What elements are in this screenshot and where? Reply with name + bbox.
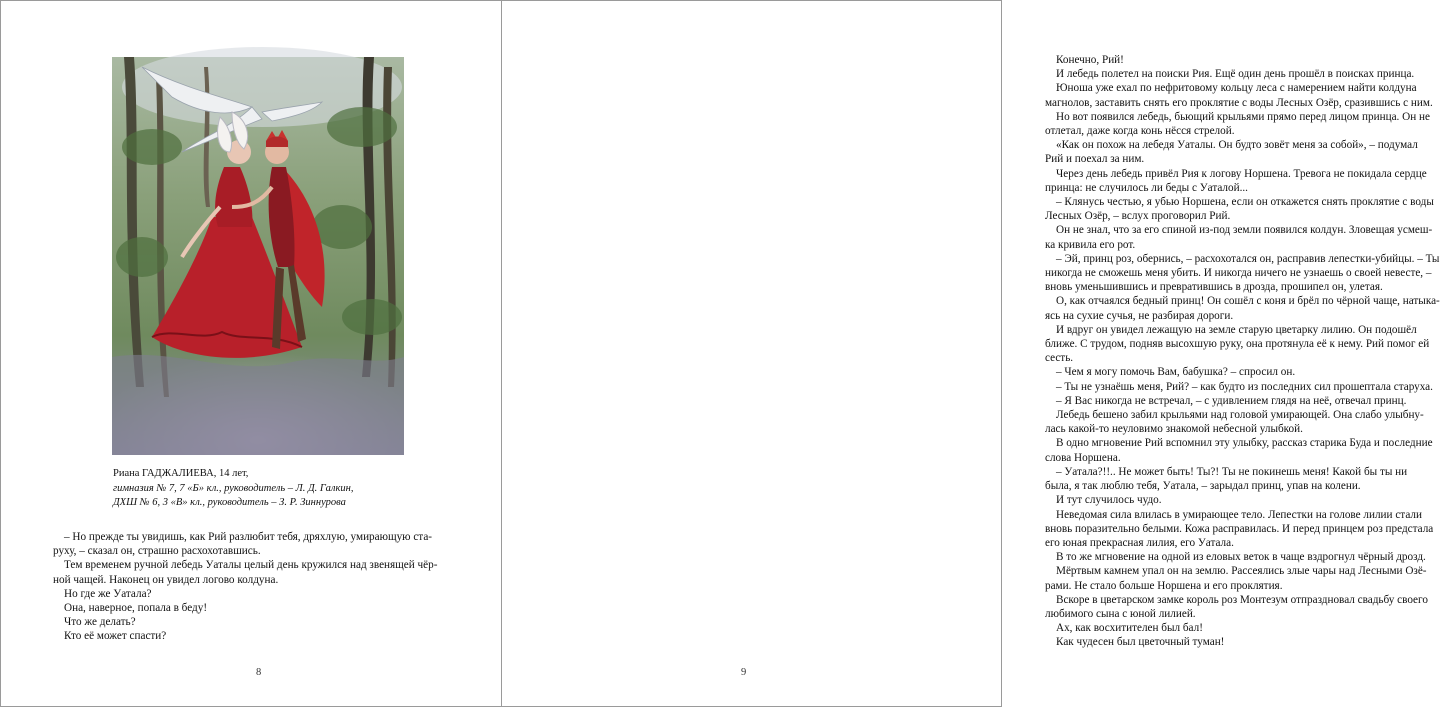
text-line: Но вот появился лебедь, бьющий крыльями прямо перед лицом принца. Он не bbox=[1056, 110, 1430, 123]
right-page bbox=[501, 0, 1440, 707]
text-line: Кто её может спасти? bbox=[64, 630, 167, 643]
caption-school-line: гимназия № 7, 7 «Б» кл., руководитель – Л. Д. Галкин, bbox=[113, 482, 354, 494]
text-line: – Я Вас никогда не встречал, – с удивлением глядя на неё, отвечал принц. bbox=[1056, 394, 1407, 407]
text-line: руху, – сказал он, страшно расхохотавшись. bbox=[53, 545, 261, 558]
text-line: ной чащей. Наконец он увидел логово колдуна. bbox=[53, 573, 279, 586]
text-line: была, я так люблю тебя, Уатала, – зарыдал принц, упав на колени. bbox=[1045, 480, 1361, 493]
text-line: – Клянусь честью, я убью Норшена, если он откажется снять проклятие с воды bbox=[1056, 196, 1434, 209]
text-line: В одно мгновение Рий вспомнил эту улыбку, рассказ старика Буда и последние bbox=[1056, 437, 1433, 450]
text-line: Как чудесен был цветочный туман! bbox=[1056, 636, 1225, 649]
illustration-painting bbox=[112, 57, 404, 455]
text-line: Рий и поехал за ним. bbox=[1045, 153, 1145, 166]
page-number: 8 bbox=[256, 667, 262, 678]
text-line: Что же делать? bbox=[64, 616, 136, 629]
text-line: рами. Не стало больше Норшена и его проклятия. bbox=[1045, 579, 1283, 592]
text-line: – Эй, принц роз, обернись, – расхохотался он, расправив лепестки-убийцы. – Ты bbox=[1056, 252, 1440, 265]
text-line: отлетал, даже когда конь нёсся стрелой. bbox=[1045, 125, 1235, 138]
text-line: его юная прекрасная лилия, его Уатала. bbox=[1045, 536, 1234, 549]
text-line: – Но прежде ты увидишь, как Рий разлюбит тебя, дряхлую, умирающую ста- bbox=[64, 531, 433, 543]
text-line: магнолов, заставить снять его проклятие с воды Лесных Озёр, сразившись с ним. bbox=[1045, 96, 1433, 109]
caption-author: Риана ГАДЖАЛИЕВА, 14 лет, bbox=[113, 468, 249, 479]
text-line: Лебедь бешено забил крыльями над головой умирающей. Она слабо улыбну- bbox=[1056, 409, 1424, 422]
text-line: Но где же Уатала? bbox=[64, 587, 152, 600]
right-page-text bbox=[1045, 53, 1450, 650]
text-line: ясь на сухие сучья, не разбирая дороги. bbox=[1045, 309, 1234, 322]
text-line: Лесных Озёр, – вслух проговорил Рий. bbox=[1045, 210, 1231, 223]
text-line: И вдруг он увидел лежащую на земле старую цветарку лилию. Он подошёл bbox=[1056, 323, 1417, 336]
text-line: вновь поразительно белыми. Кожа расправилась. И перед принцем роз предстала bbox=[1045, 522, 1434, 535]
text-line: «Как он похож на лебедя Уаталы. Он будто зовёт меня за собой», – подумал bbox=[1056, 139, 1418, 152]
text-line: Неведомая сила влилась в умирающее тело. Лепестки на голове лилии стали bbox=[1056, 508, 1422, 521]
text-line: Она, наверное, попала в беду! bbox=[64, 602, 208, 615]
left-page-text bbox=[53, 530, 452, 644]
text-line: ка кривила его рот. bbox=[1045, 238, 1136, 251]
text-line: Мёртвым камнем упал он на землю. Рассеялись злые чары над Лесными Озё- bbox=[1056, 565, 1427, 578]
left-page bbox=[0, 0, 502, 707]
text-line: слова Норшена. bbox=[1045, 451, 1121, 464]
text-line: лась какой-то неуловимо знакомой небесной улыбкой. bbox=[1045, 423, 1303, 436]
text-line: любимого сына с юной лилией. bbox=[1045, 607, 1196, 620]
text-line: Через день лебедь привёл Рия к логову Норшена. Тревога не покидала сердце bbox=[1056, 167, 1427, 180]
caption-art-school-line: ДХШ № 6, 3 «В» кл., руководитель – З. Р. Зиннурова bbox=[113, 497, 346, 508]
text-line: И тут случилось чудо. bbox=[1056, 494, 1162, 507]
text-line: В то же мгновение на одной из еловых веток в чаще вздрогнул чёрный дрозд. bbox=[1056, 551, 1426, 564]
page-number: 9 bbox=[741, 667, 747, 678]
text-line: – Ты не узнаёшь меня, Рий? – как будто из последних сил прошептала старуха. bbox=[1056, 380, 1433, 393]
text-line: принца: не случилось ли беды с Уаталой... bbox=[1045, 181, 1248, 194]
text-line: сесть. bbox=[1045, 352, 1074, 365]
text-line: Конечно, Рий! bbox=[1056, 54, 1124, 66]
text-line: никогда не сможешь меня убить. И никогда ничего не узнаешь о своей невесте, – bbox=[1045, 267, 1432, 280]
text-line: Он не знал, что за его спиной из-под земли появился колдун. Зловещая усмеш- bbox=[1056, 224, 1433, 237]
text-line: И лебедь полетел на поиски Рия. Ещё один день прошёл в поисках принца. bbox=[1056, 68, 1415, 81]
text-line: Ах, как восхитителен был бал! bbox=[1056, 622, 1203, 635]
text-line: вновь уменьшившись и превратившись в дрозда, прошипел он, улетая. bbox=[1045, 281, 1383, 294]
text-line: – Чем я могу помочь Вам, бабушка? – спросил он. bbox=[1056, 366, 1296, 379]
text-line: Юноша уже ехал по нефритовому кольцу леса с намерением найти колдуна bbox=[1056, 82, 1417, 95]
text-line: ближе. С трудом, подняв высохшую руку, она протянула её к нему. Рий помог ей bbox=[1045, 338, 1430, 351]
text-line: Тем временем ручной лебедь Уаталы целый день кружился над звенящей чёр- bbox=[64, 559, 438, 572]
illustration-caption bbox=[113, 467, 413, 511]
text-line: Вскоре в цветарском замке король роз Монтезум отпраздновал свадьбу своего bbox=[1056, 593, 1428, 606]
text-line: О, как отчаялся бедный принц! Он сошёл с коня и брёл по чёрной чаще, натыка- bbox=[1056, 295, 1440, 308]
text-line: – Уатала?!!.. Не может быть! Ты?! Ты не покинешь меня! Какой бы ты ни bbox=[1056, 465, 1408, 478]
